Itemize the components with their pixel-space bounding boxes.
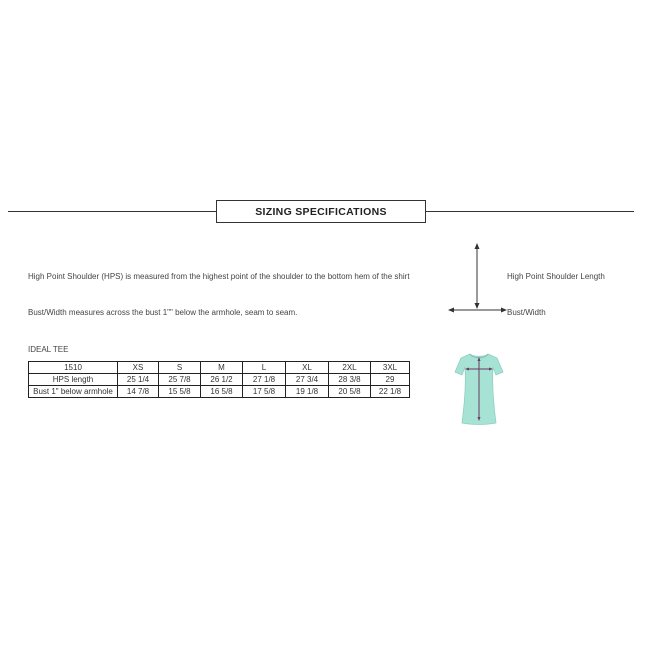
measurement-arrows-icon — [440, 240, 510, 320]
table-cell: 27 1/8 — [243, 374, 286, 386]
table-cell: 28 3/8 — [329, 374, 371, 386]
row-label-cell: Bust 1" below armhole — [29, 386, 118, 398]
header-cell: L — [243, 362, 286, 374]
hps-length-label: High Point Shoulder Length — [507, 272, 605, 281]
header-cell: 2XL — [329, 362, 371, 374]
header-cell: 3XL — [371, 362, 410, 374]
table-cell: 25 1/4 — [118, 374, 159, 386]
divider-right — [426, 211, 634, 212]
table-cell: 14 7/8 — [118, 386, 159, 398]
table-cell: 17 5/8 — [243, 386, 286, 398]
table-cell: 25 7/8 — [159, 374, 201, 386]
table-cell: 22 1/8 — [371, 386, 410, 398]
row-label-cell: HPS length — [29, 374, 118, 386]
divider-left — [8, 211, 216, 212]
table-cell: 15 5/8 — [159, 386, 201, 398]
header-cell: XS — [118, 362, 159, 374]
bust-width-label: Bust/Width — [507, 308, 546, 317]
table-cell: 27 3/4 — [286, 374, 329, 386]
header-cell: S — [159, 362, 201, 374]
table-row — [29, 374, 410, 386]
table-header-row — [29, 362, 410, 374]
tshirt-image — [454, 352, 504, 426]
header-cell: XL — [286, 362, 329, 374]
table-cell: 20 5/8 — [329, 386, 371, 398]
hps-description: High Point Shoulder (HPS) is measured from the highest point of the shoulder to the bottom hem of the shirt — [28, 272, 410, 281]
section-title — [216, 200, 426, 223]
table-row — [29, 386, 410, 398]
bust-description: Bust/Width measures across the bust 1"" below the armhole, seam to seam. — [28, 308, 298, 317]
section-title-text: SIZING SPECIFICATIONS — [255, 205, 387, 218]
size-table — [28, 361, 410, 398]
table-cell: 19 1/8 — [286, 386, 329, 398]
table-cell: 29 — [371, 374, 410, 386]
table-cell: 16 5/8 — [201, 386, 243, 398]
header-cell: 1510 — [29, 362, 118, 374]
table-cell: 26 1/2 — [201, 374, 243, 386]
header-cell: M — [201, 362, 243, 374]
product-name: IDEAL TEE — [28, 345, 69, 354]
